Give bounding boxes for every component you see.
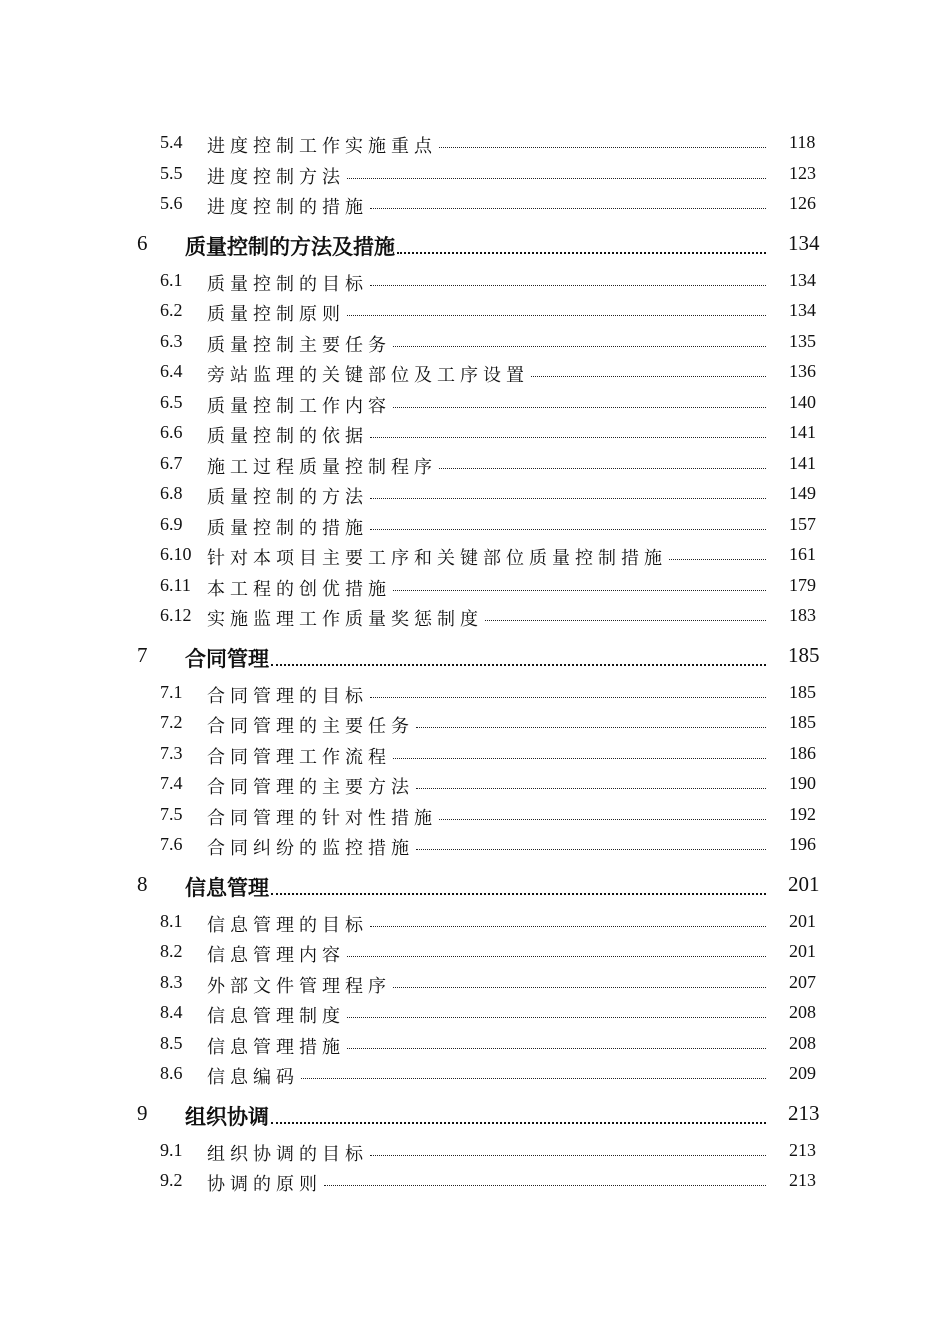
- toc-dot-leader: [271, 872, 766, 895]
- toc-page-number: 185: [788, 642, 820, 667]
- toc-dot-leader: [416, 712, 766, 728]
- toc-page-number: 208: [789, 1002, 816, 1022]
- toc-entry-number: 6.8: [160, 483, 183, 503]
- toc-page-number: 208: [789, 1032, 816, 1053]
- toc-entry-title: 进度控制工作实施重点: [207, 136, 437, 156]
- toc-section-entry[interactable]: [0, 266, 950, 297]
- toc-dot-leader: [393, 743, 766, 759]
- toc-entry-title: 合同管理的针对性措施: [207, 807, 437, 828]
- toc-page-number: 213: [789, 1170, 816, 1190]
- toc-section-entry[interactable]: [0, 296, 950, 327]
- toc-page-number: 186: [789, 742, 816, 763]
- toc-section-entry[interactable]: [0, 159, 950, 190]
- toc-dot-leader: [531, 361, 766, 377]
- toc-entry-title: 质量控制的方法: [207, 487, 368, 507]
- toc-dot-leader: [439, 804, 766, 820]
- toc-section-entry[interactable]: [0, 540, 950, 571]
- toc-dot-leader: [370, 911, 766, 927]
- toc-page-number: 126: [789, 193, 816, 213]
- toc-page-number: 161: [789, 544, 816, 564]
- toc-entry-title: 外部文件管理程序: [207, 975, 391, 996]
- toc-section-entry[interactable]: [0, 907, 950, 938]
- toc-dot-leader: [347, 941, 766, 957]
- toc-section-entry[interactable]: [0, 968, 950, 999]
- toc-section-entry[interactable]: [0, 769, 950, 800]
- toc-entry-number: 6.3: [160, 330, 183, 351]
- toc-entry-title: 信息管理制度: [207, 1006, 345, 1026]
- toc-entry-number: 6.1: [160, 269, 183, 290]
- toc-entry-title: 信息管理内容: [207, 945, 345, 965]
- toc-page-number: 141: [789, 422, 816, 442]
- toc-entry-number: 7.3: [160, 742, 183, 763]
- toc-section-entry[interactable]: [0, 1166, 950, 1197]
- toc-dot-leader: [347, 1002, 766, 1018]
- toc-entry-number: 6.4: [160, 361, 183, 381]
- toc-entry-title: 合同管理的主要任务: [207, 716, 414, 736]
- toc-page-number: 185: [789, 681, 816, 702]
- toc-section-entry[interactable]: [0, 128, 950, 159]
- toc-dot-leader: [347, 163, 766, 179]
- toc-page-number: 140: [789, 391, 816, 412]
- toc-entry-number: 6.2: [160, 300, 183, 320]
- toc-entry-number: 7.6: [160, 834, 183, 854]
- toc-page-number: 134: [788, 230, 820, 255]
- toc-chapter-entry[interactable]: [0, 1092, 950, 1134]
- toc-entry-title: 合同纠纷的监控措施: [207, 838, 414, 858]
- toc-section-entry[interactable]: [0, 601, 950, 632]
- toc-section-entry[interactable]: [0, 571, 950, 602]
- toc-entry-number: 6.5: [160, 391, 183, 412]
- toc-section-entry[interactable]: [0, 479, 950, 510]
- toc-dot-leader: [393, 392, 766, 408]
- toc-entry-title: 质量控制的目标: [207, 273, 368, 294]
- toc-section-entry[interactable]: [0, 388, 950, 419]
- toc-entry-number: 7.5: [160, 803, 183, 824]
- toc-dot-leader: [370, 193, 766, 209]
- toc-section-entry[interactable]: [0, 418, 950, 449]
- toc-page-number: 209: [789, 1063, 816, 1083]
- toc-page-number: 179: [789, 574, 816, 595]
- toc-chapter-entry[interactable]: [0, 222, 950, 264]
- toc-page-number: 149: [789, 483, 816, 503]
- toc-entry-title: 合同管理的主要方法: [207, 777, 414, 797]
- toc-section-entry[interactable]: [0, 449, 950, 480]
- toc-dot-leader: [485, 605, 766, 621]
- toc-dot-leader: [397, 231, 766, 254]
- toc-entry-number: 6.11: [160, 574, 191, 595]
- toc-entry-title: 协调的原则: [207, 1174, 322, 1194]
- toc-dot-leader: [439, 453, 766, 469]
- toc-entry-title: 信息编码: [207, 1067, 299, 1087]
- toc-entry-number: 6.7: [160, 452, 183, 473]
- toc-page-number: 192: [789, 803, 816, 824]
- toc-page-number: 201: [788, 871, 820, 896]
- toc-entry-title: 质量控制原则: [207, 304, 345, 324]
- toc-entry-number: 6.10: [160, 544, 192, 564]
- toc-dot-leader: [370, 1140, 766, 1156]
- toc-section-entry[interactable]: [0, 510, 950, 541]
- toc-section-entry[interactable]: [0, 708, 950, 739]
- toc-entry-number: 6.9: [160, 513, 183, 534]
- toc-dot-leader: [370, 483, 766, 499]
- toc-page-number: 134: [789, 269, 816, 290]
- toc-entry-title: 信息管理的目标: [207, 914, 368, 935]
- toc-dot-leader: [271, 1101, 766, 1124]
- toc-page-number: 141: [789, 452, 816, 473]
- toc-entry-title: 本工程的创优措施: [207, 578, 391, 599]
- toc-section-entry[interactable]: [0, 357, 950, 388]
- toc-section-entry[interactable]: [0, 1136, 950, 1167]
- toc-page-number: 196: [789, 834, 816, 854]
- toc-entry-title: 组织协调: [185, 1104, 269, 1129]
- toc-page-number: 190: [789, 773, 816, 793]
- toc-entry-number: 7.4: [160, 773, 183, 793]
- toc-section-entry[interactable]: [0, 998, 950, 1029]
- toc-entry-number: 8.1: [160, 910, 183, 931]
- toc-page-number: 135: [789, 330, 816, 351]
- toc-section-entry[interactable]: [0, 678, 950, 709]
- toc-dot-leader: [301, 1063, 766, 1079]
- toc-entry-number: 8.2: [160, 941, 183, 961]
- toc-entry-title: 信息管理: [185, 875, 269, 900]
- toc-chapter-entry[interactable]: [0, 634, 950, 676]
- table-of-contents: [0, 128, 950, 1197]
- toc-section-entry[interactable]: [0, 739, 950, 770]
- toc-dot-leader: [370, 514, 766, 530]
- toc-page-number: 157: [789, 513, 816, 534]
- toc-entry-title: 合同管理: [185, 646, 269, 671]
- toc-page-number: 213: [789, 1139, 816, 1160]
- toc-entry-number: 7.2: [160, 712, 183, 732]
- toc-entry-number: 9.1: [160, 1139, 183, 1160]
- toc-dot-leader: [347, 1033, 766, 1049]
- toc-dot-leader: [347, 300, 766, 316]
- toc-section-entry[interactable]: [0, 327, 950, 358]
- toc-dot-leader: [393, 331, 766, 347]
- toc-entry-title: 质量控制工作内容: [207, 395, 391, 416]
- toc-dot-leader: [416, 773, 766, 789]
- toc-dot-leader: [393, 972, 766, 988]
- toc-entry-number: 9.2: [160, 1170, 183, 1190]
- toc-entry-title: 进度控制方法: [207, 166, 345, 187]
- toc-entry-number: 7.1: [160, 681, 183, 702]
- toc-section-entry[interactable]: [0, 1029, 950, 1060]
- toc-page-number: 134: [789, 300, 816, 320]
- toc-entry-number: 5.6: [160, 193, 183, 213]
- toc-entry-title: 信息管理措施: [207, 1036, 345, 1057]
- toc-entry-number: 8.4: [160, 1002, 183, 1022]
- toc-section-entry[interactable]: [0, 830, 950, 861]
- toc-entry-title: 合同管理工作流程: [207, 746, 391, 767]
- toc-dot-leader: [370, 270, 766, 286]
- toc-entry-title: 旁站监理的关键部位及工序设置: [207, 365, 529, 385]
- toc-entry-title: 质量控制主要任务: [207, 334, 391, 355]
- toc-entry-title: 组织协调的目标: [207, 1143, 368, 1164]
- toc-dot-leader: [370, 682, 766, 698]
- toc-page-number: 201: [789, 941, 816, 961]
- toc-page-number: 207: [789, 971, 816, 992]
- toc-entry-number: 8.3: [160, 971, 183, 992]
- toc-entry-title: 质量控制的依据: [207, 426, 368, 446]
- toc-dot-leader: [393, 575, 766, 591]
- toc-entry-number: 9: [137, 1100, 148, 1125]
- toc-page-number: 118: [789, 132, 816, 152]
- toc-entry-number: 8.6: [160, 1063, 183, 1083]
- toc-entry-title: 实施监理工作质量奖惩制度: [207, 609, 483, 629]
- toc-section-entry[interactable]: [0, 1059, 950, 1090]
- toc-section-entry[interactable]: [0, 800, 950, 831]
- toc-entry-title: 质量控制的方法及措施: [185, 234, 395, 259]
- toc-section-entry[interactable]: [0, 189, 950, 220]
- toc-page-number: 185: [789, 712, 816, 732]
- toc-page-number: 123: [789, 162, 816, 183]
- toc-entry-number: 6.12: [160, 605, 192, 625]
- toc-entry-number: 5.5: [160, 162, 183, 183]
- toc-entry-number: 6.6: [160, 422, 183, 442]
- toc-entry-title: 进度控制的措施: [207, 197, 368, 217]
- toc-dot-leader: [669, 544, 766, 560]
- toc-entry-title: 施工过程质量控制程序: [207, 456, 437, 477]
- toc-page-number: 136: [789, 361, 816, 381]
- toc-entry-number: 8.5: [160, 1032, 183, 1053]
- toc-section-entry[interactable]: [0, 937, 950, 968]
- toc-dot-leader: [324, 1170, 766, 1186]
- toc-chapter-entry[interactable]: [0, 863, 950, 905]
- toc-dot-leader: [416, 834, 766, 850]
- toc-dot-leader: [439, 132, 766, 148]
- toc-entry-number: 7: [137, 642, 148, 667]
- toc-entry-title: 针对本项目主要工序和关键部位质量控制措施: [207, 548, 667, 568]
- toc-entry-title: 合同管理的目标: [207, 685, 368, 706]
- toc-dot-leader: [271, 643, 766, 666]
- toc-entry-number: 5.4: [160, 132, 183, 152]
- toc-entry-number: 8: [137, 871, 148, 896]
- toc-page-number: 213: [788, 1100, 820, 1125]
- toc-page-number: 183: [789, 605, 816, 625]
- toc-entry-title: 质量控制的措施: [207, 517, 368, 538]
- toc-page-number: 201: [789, 910, 816, 931]
- toc-entry-number: 6: [137, 230, 148, 255]
- toc-dot-leader: [370, 422, 766, 438]
